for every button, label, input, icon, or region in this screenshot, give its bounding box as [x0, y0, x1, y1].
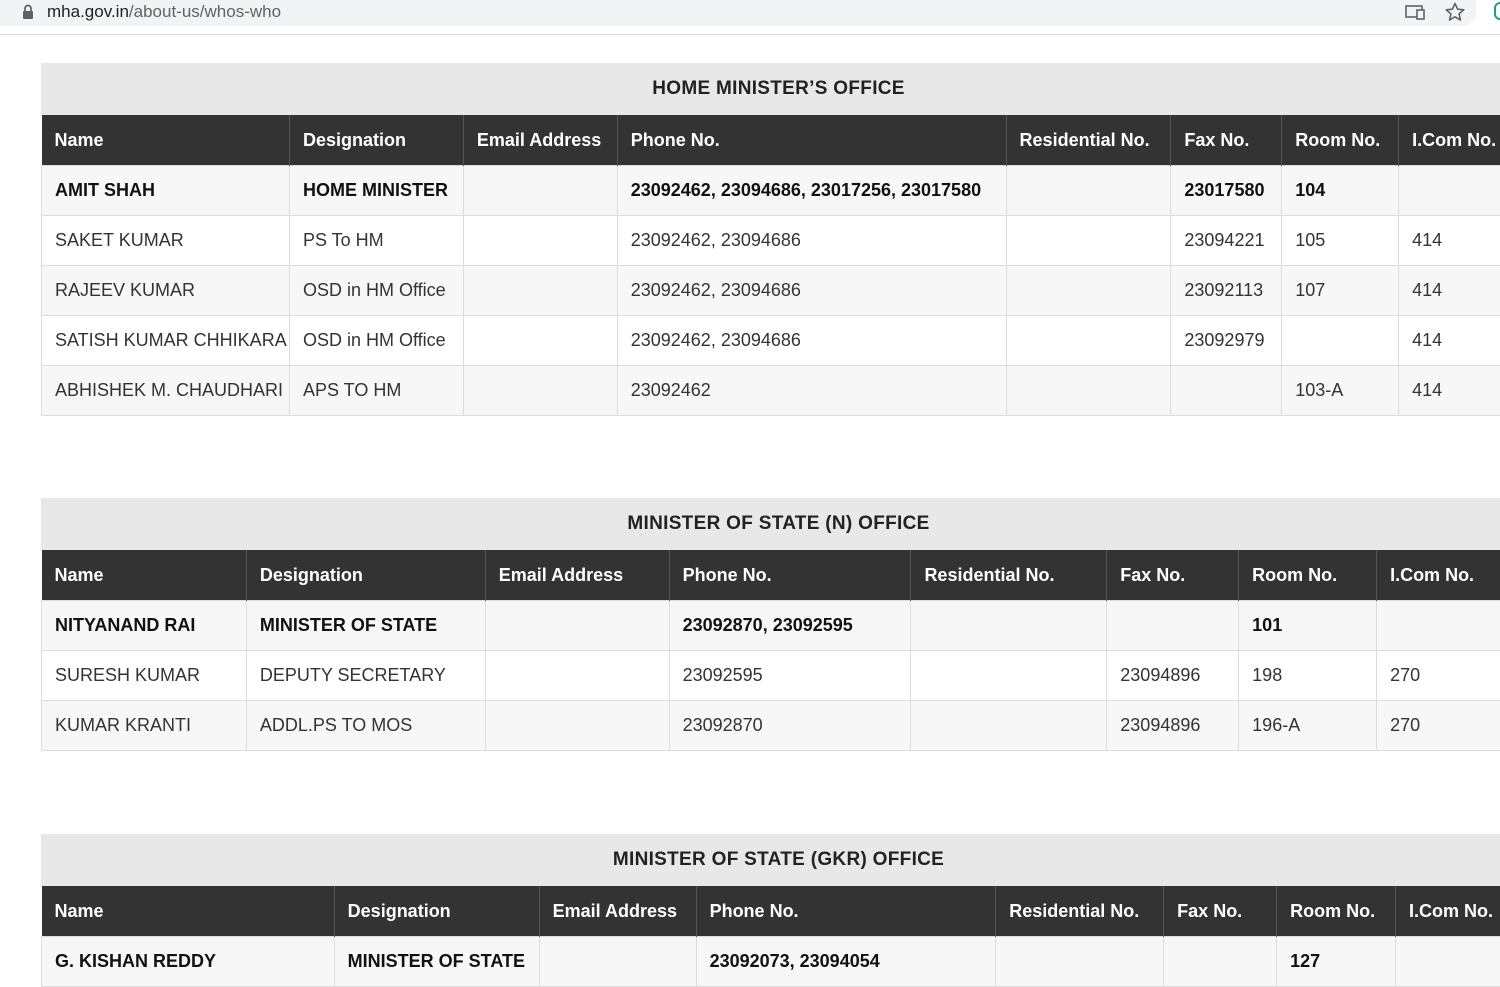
cell-name: SATISH KUMAR CHHIKARA: [42, 316, 290, 366]
column-header-phone-no: Phone No.: [669, 550, 911, 601]
column-header-name: Name: [42, 886, 335, 937]
cell-designation: OSD in HM Office: [289, 266, 463, 316]
bookmark-star-icon[interactable]: [1444, 2, 1466, 22]
cell-designation: PS To HM: [289, 216, 463, 266]
column-header-residential-no: Residential No.: [1006, 115, 1171, 166]
column-header-email-address: Email Address: [485, 550, 669, 601]
section-title: MINISTER OF STATE (N) OFFICE: [41, 498, 1500, 550]
cell-phone-no: 23092462, 23094686: [617, 316, 1006, 366]
cell-name: AMIT SHAH: [42, 166, 290, 216]
directory-table: [41, 886, 1500, 987]
cell-designation: OSD in HM Office: [289, 316, 463, 366]
omnibox[interactable]: [0, 0, 1476, 26]
table-row: [42, 266, 1500, 316]
column-header-room-no: Room No.: [1239, 550, 1377, 601]
url-path: /about-us/whos-who: [129, 2, 281, 21]
column-header-fax-no: Fax No.: [1171, 115, 1282, 166]
cell-room-no: 198: [1239, 651, 1377, 701]
column-header-phone-no: Phone No.: [617, 115, 1006, 166]
column-header-email-address: Email Address: [463, 115, 617, 166]
cell-name: ABHISHEK M. CHAUDHARI: [42, 366, 290, 416]
cell-designation: APS TO HM: [289, 366, 463, 416]
cell-fax-no: 23094221: [1171, 216, 1282, 266]
column-header-name: Name: [42, 115, 290, 166]
section-title: HOME MINISTER’S OFFICE: [41, 63, 1500, 115]
cell-fax-no: [1171, 366, 1282, 416]
cell-room-no: 127: [1277, 937, 1396, 987]
cell-room-no: 101: [1239, 601, 1377, 651]
cell-room-no: 104: [1282, 166, 1399, 216]
column-header-phone-no: Phone No.: [696, 886, 996, 937]
directory-table: [41, 550, 1500, 751]
cell-phone-no: 23092870: [669, 701, 911, 751]
table-row: [42, 651, 1500, 701]
column-header-residential-no: Residential No.: [911, 550, 1107, 601]
cell-i-com-no: 270: [1377, 651, 1500, 701]
cell-residential-no: [1006, 166, 1171, 216]
section-minister-of-state-gkr-office: [41, 834, 1500, 987]
column-header-name: Name: [42, 550, 247, 601]
browser-address-bar: [0, 0, 1500, 35]
cell-i-com-no: 270: [1377, 701, 1500, 751]
cell-phone-no: 23092462, 23094686: [617, 266, 1006, 316]
cell-room-no: [1282, 316, 1399, 366]
column-header-designation: Designation: [289, 115, 463, 166]
cell-residential-no: [911, 651, 1107, 701]
cell-email-address: [485, 601, 669, 651]
cell-phone-no: 23092462, 23094686, 23017256, 23017580: [617, 166, 1006, 216]
column-header-i-com-no: I.Com No.: [1396, 886, 1500, 937]
cell-designation: MINISTER OF STATE: [246, 601, 485, 651]
table-row: [42, 316, 1500, 366]
cell-designation: ADDL.PS TO MOS: [246, 701, 485, 751]
cell-room-no: 196-A: [1239, 701, 1377, 751]
section-minister-of-state-n-office: [41, 498, 1500, 751]
cell-name: SURESH KUMAR: [42, 651, 247, 701]
table-row: [42, 601, 1500, 651]
cell-residential-no: [911, 601, 1107, 651]
cell-i-com-no: [1396, 937, 1500, 987]
cell-email-address: [485, 651, 669, 701]
lock-icon[interactable]: [20, 3, 36, 21]
cell-residential-no: [911, 701, 1107, 751]
cell-i-com-no: 414: [1399, 216, 1500, 266]
cell-phone-no: 23092595: [669, 651, 911, 701]
cell-phone-no: 23092073, 23094054: [696, 937, 996, 987]
table-row: [42, 166, 1500, 216]
cell-residential-no: [1006, 366, 1171, 416]
column-header-room-no: Room No.: [1277, 886, 1396, 937]
column-header-designation: Designation: [334, 886, 539, 937]
column-header-email-address: Email Address: [539, 886, 696, 937]
column-header-room-no: Room No.: [1282, 115, 1399, 166]
cell-fax-no: [1107, 601, 1239, 651]
directory-table: [41, 115, 1500, 416]
cell-i-com-no: 414: [1399, 266, 1500, 316]
cell-fax-no: [1164, 937, 1277, 987]
cell-fax-no: 23092979: [1171, 316, 1282, 366]
cell-room-no: 105: [1282, 216, 1399, 266]
url-host: mha.gov.in: [47, 2, 129, 21]
column-header-fax-no: Fax No.: [1164, 886, 1277, 937]
cell-fax-no: 23017580: [1171, 166, 1282, 216]
cell-email-address: [463, 366, 617, 416]
cell-name: RAJEEV KUMAR: [42, 266, 290, 316]
section-home-minister-office: [41, 63, 1500, 416]
cell-name: KUMAR KRANTI: [42, 701, 247, 751]
cell-name: G. KISHAN REDDY: [42, 937, 335, 987]
cell-fax-no: 23094896: [1107, 701, 1239, 751]
cell-designation: DEPUTY SECRETARY: [246, 651, 485, 701]
cell-email-address: [485, 701, 669, 751]
cell-phone-no: 23092462: [617, 366, 1006, 416]
cell-name: NITYANAND RAI: [42, 601, 247, 651]
column-header-i-com-no: I.Com No.: [1399, 115, 1500, 166]
cell-residential-no: [1006, 216, 1171, 266]
url-text[interactable]: [47, 1, 281, 23]
cell-fax-no: 23094896: [1107, 651, 1239, 701]
cast-icon[interactable]: [1404, 2, 1426, 22]
cell-phone-no: 23092870, 23092595: [669, 601, 911, 651]
cell-designation: MINISTER OF STATE: [334, 937, 539, 987]
cell-fax-no: 23092113: [1171, 266, 1282, 316]
cell-residential-no: [1006, 316, 1171, 366]
cell-residential-no: [996, 937, 1164, 987]
section-title: MINISTER OF STATE (GKR) OFFICE: [41, 834, 1500, 886]
cell-email-address: [463, 316, 617, 366]
cell-designation: HOME MINISTER: [289, 166, 463, 216]
cell-email-address: [463, 216, 617, 266]
table-header-row: [42, 550, 1500, 601]
cell-i-com-no: [1399, 166, 1500, 216]
extension-icon[interactable]: [1494, 2, 1500, 20]
column-header-residential-no: Residential No.: [996, 886, 1164, 937]
cell-i-com-no: 414: [1399, 366, 1500, 416]
cell-phone-no: 23092462, 23094686: [617, 216, 1006, 266]
table-row: [42, 216, 1500, 266]
cell-email-address: [463, 266, 617, 316]
cell-residential-no: [1006, 266, 1171, 316]
table-header-row: [42, 886, 1500, 937]
cell-i-com-no: [1377, 601, 1500, 651]
table-row: [42, 366, 1500, 416]
cell-email-address: [463, 166, 617, 216]
cell-room-no: 107: [1282, 266, 1399, 316]
table-header-row: [42, 115, 1500, 166]
cell-room-no: 103-A: [1282, 366, 1399, 416]
column-header-fax-no: Fax No.: [1107, 550, 1239, 601]
cell-i-com-no: 414: [1399, 316, 1500, 366]
column-header-designation: Designation: [246, 550, 485, 601]
cell-email-address: [539, 937, 696, 987]
table-row: [42, 937, 1500, 987]
column-header-i-com-no: I.Com No.: [1377, 550, 1500, 601]
cell-name: SAKET KUMAR: [42, 216, 290, 266]
table-row: [42, 701, 1500, 751]
